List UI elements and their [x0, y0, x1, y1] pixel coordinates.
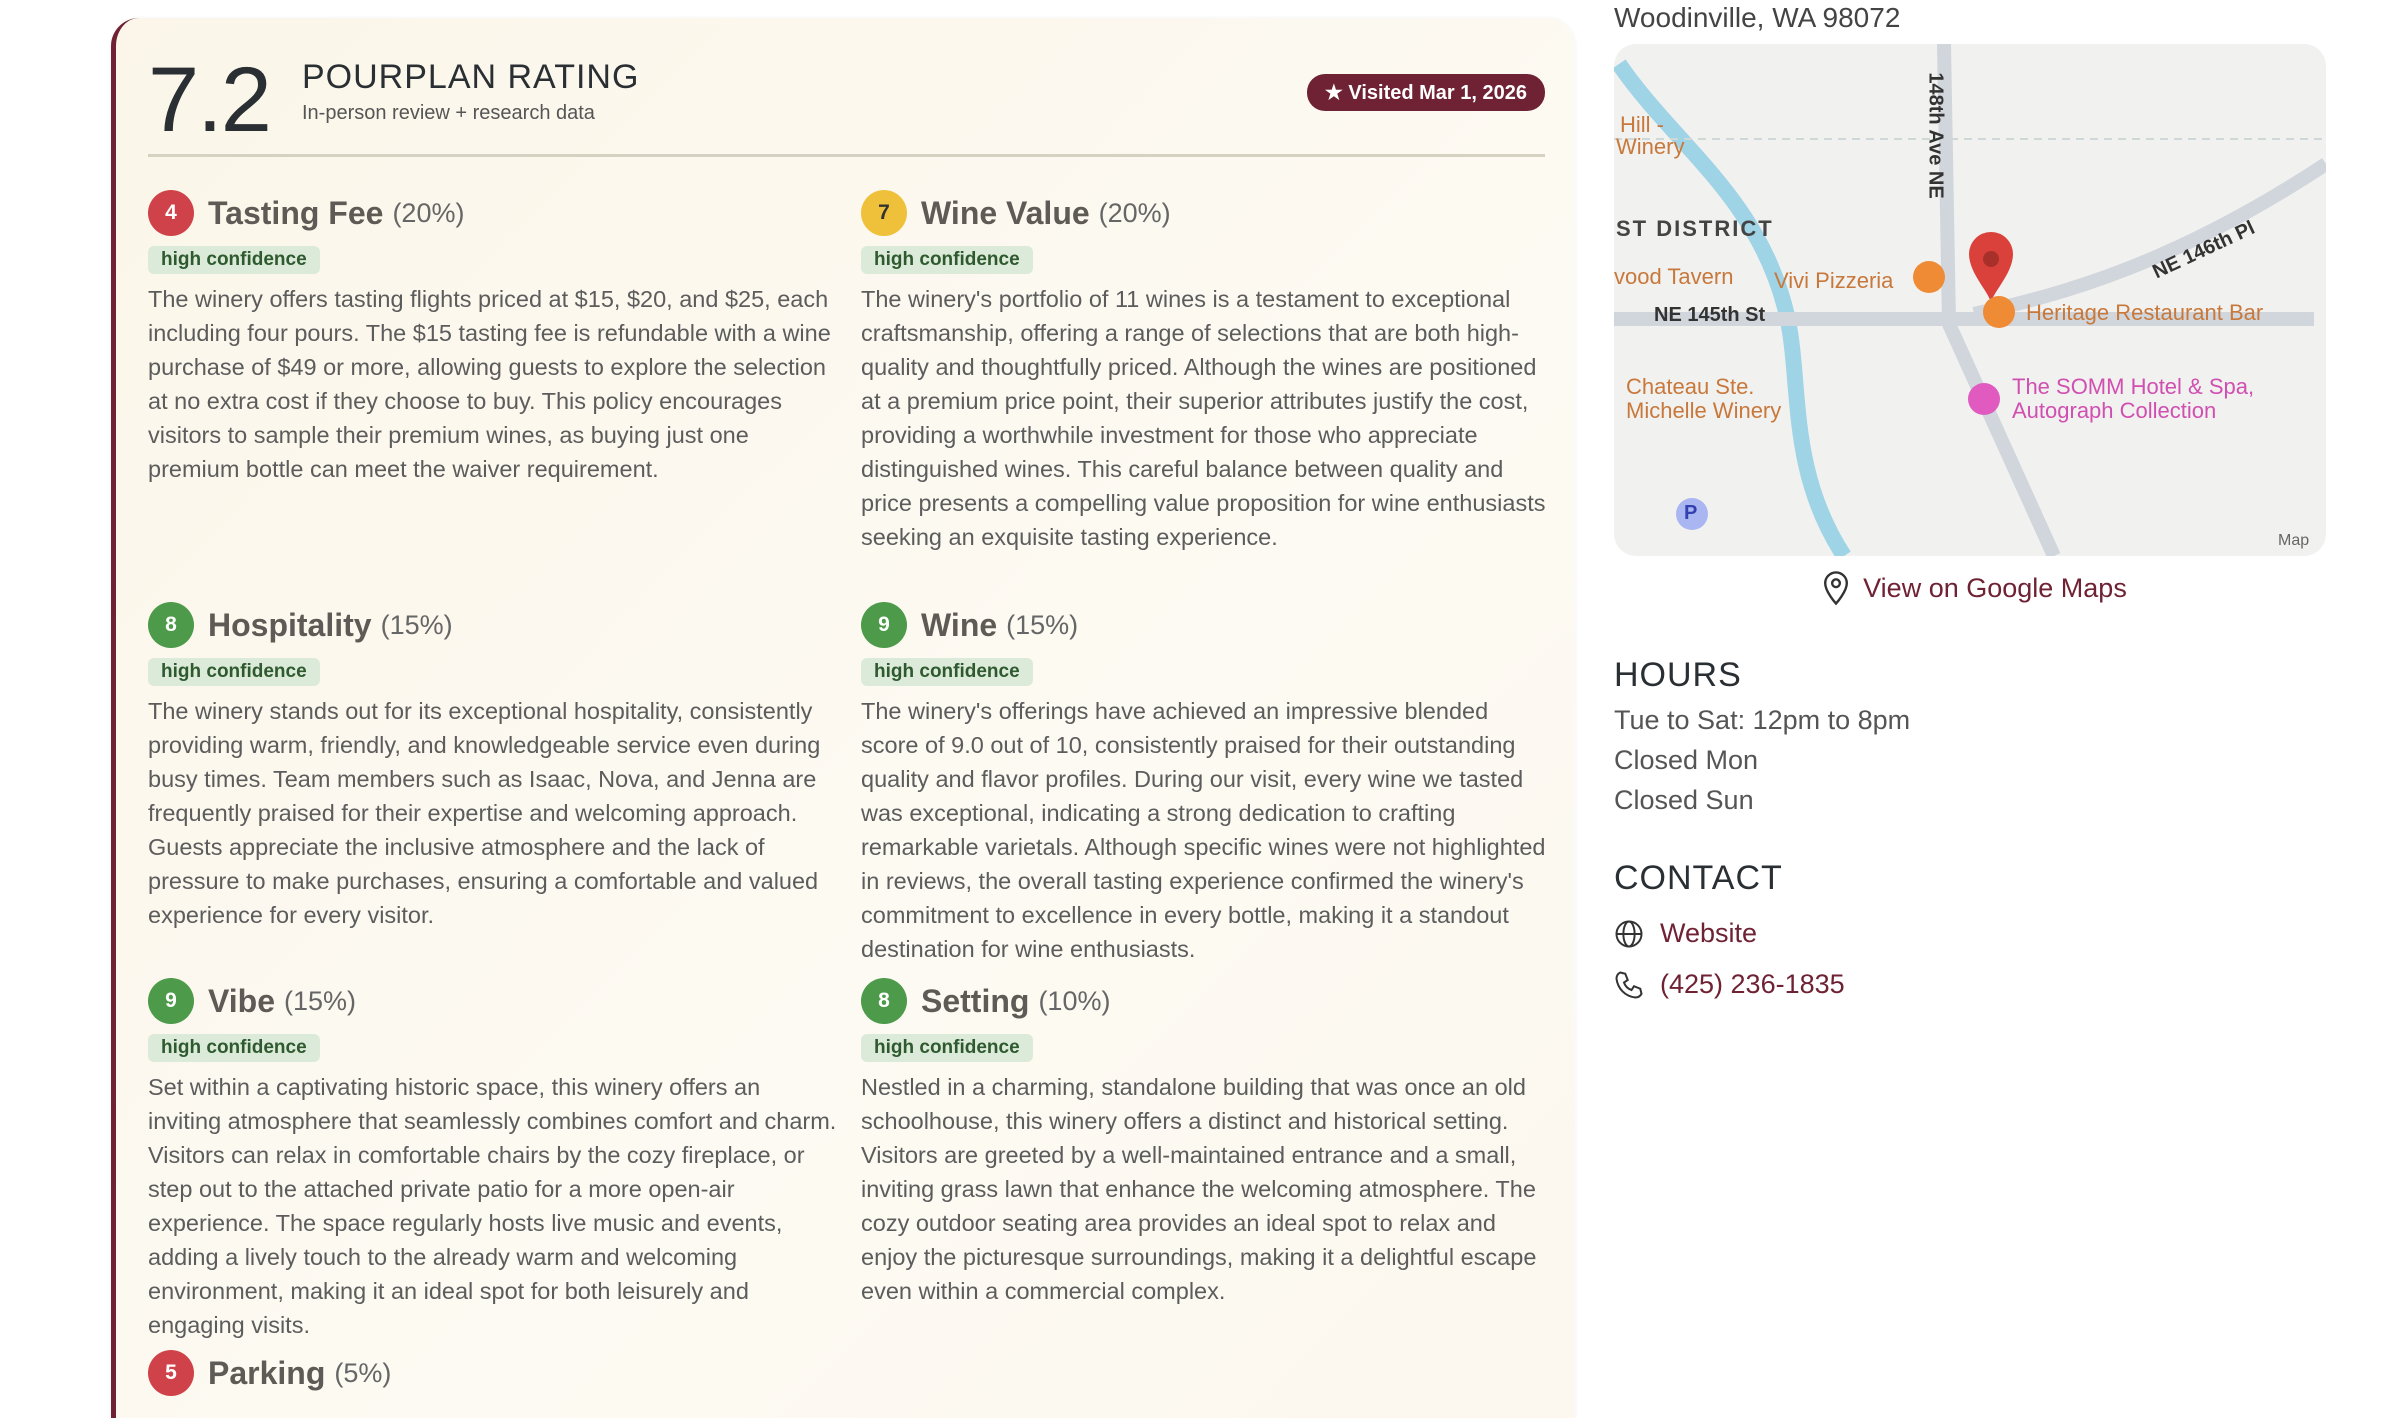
rating-title: POURPLAN RATING: [302, 58, 640, 96]
view-on-google-maps-link[interactable]: View on Google Maps: [1614, 570, 2334, 606]
section-text: The winery stands out for its exceptional hospitality, consistently providing warm, friendly, and knowledgeable service even during busy times. Team members such as Isaac, Nova, and Jenna are frequently praised for their expertise and welcoming approach. Guests appreciate the inclusive atmosphere and the lack of pressure to make purchases, ensuring a comfortable and valued experience for every visitor.: [148, 698, 821, 928]
section-header: [861, 188, 1551, 238]
score-section: [148, 600, 838, 932]
map-pin-icon: [1821, 570, 1851, 606]
website-link[interactable]: Website: [1614, 918, 2334, 949]
section-weight: (20%): [392, 197, 465, 228]
section-header: [861, 976, 1551, 1026]
section-header: [861, 600, 1551, 650]
star-icon: ★: [1324, 82, 1349, 104]
hours-line: Tue to Sat: 12pm to 8pm: [1614, 705, 1911, 735]
section-weight: (15%): [284, 985, 357, 1016]
section-weight: (15%): [380, 609, 453, 640]
score-section: [861, 188, 1551, 554]
section-text: The winery's portfolio of 11 wines is a testament to exceptional craftsmanship, offering a range of selections that are both high-quality and thoughtfully priced. Although the wines are positioned at a premium price point, their superior attributes justify the cost, providing a worthwhile investment for those who appreciate distinguished wines. This careful balance between quality and price presents a compelling value proposition for wine enthusiasts seeking an exquisite tasting experience.: [861, 286, 1546, 550]
parking-icon: P: [1684, 502, 1698, 524]
section-title: Wine: [921, 606, 998, 643]
confidence-badge: high confidence: [148, 658, 320, 686]
phone-icon: [1614, 970, 1644, 1000]
section-text: Set within a captivating historic space, this winery offers an inviting atmosphere that seamlessly combines comfort and charm. Visitors can relax in comfortable chairs by the cozy fireplace, or step out to the attached private patio for a more open-air experience. The space regularly hosts live music and events, adding a lively touch to the already warm and welcoming environment, making it an ideal spot for both leisurely and engaging visits.: [148, 1074, 837, 1338]
section-text: The winery's offerings have achieved an impressive blended score of 9.0 out of 10, consistently praised for their outstanding quality and flavor profiles. During our visit, every wine we tasted was exceptional, indicating a strong dedication to crafting remarkable varietals. Although specific wines were not highlighted in reviews, the overall tasting experience confirmed the winery's commitment to excellence in every bottle, making it a standout destination for wine enthusiasts.: [861, 698, 1546, 962]
section-text: The winery offers tasting flights priced at $15, $20, and $25, each including four pours. The $15 tasting fee is refundable with a wine purchase of $49 or more, allowing guests to explore the selection at no extra cost if they choose to buy. This policy encourages visitors to sample their premium wines, as buying just one premium bottle can meet the waiver requirement.: [148, 286, 831, 482]
confidence-badge: high confidence: [861, 246, 1033, 274]
section-header: [148, 976, 838, 1026]
hours-line: Closed Sun: [1614, 785, 1754, 815]
score-section: [148, 1348, 838, 1398]
confidence-badge: high confidence: [148, 1034, 320, 1062]
section-header: [148, 188, 838, 238]
score-section: [861, 976, 1551, 1308]
score-badge: 5: [148, 1350, 194, 1396]
rating-subtitle: In-person review + research data: [302, 102, 595, 124]
confidence-badge: high confidence: [861, 1034, 1033, 1062]
section-title: Setting: [921, 982, 1030, 1019]
score-badge: 7: [861, 190, 907, 236]
section-title: Hospitality: [208, 606, 372, 643]
section-weight: (5%): [334, 1357, 392, 1388]
score-section: [861, 600, 1551, 966]
visited-badge: ★ Visited Mar 1, 2026: [1307, 74, 1545, 111]
score-section: [148, 188, 838, 486]
section-weight: (10%): [1038, 985, 1111, 1016]
section-text: Nestled in a charming, standalone building that was once an old schoolhouse, this winery offers a distinct and historical setting. Visitors are greeted by a well-maintained entrance and a small, inviting grass lawn that enhance the welcoming atmosphere. The cozy outdoor seating area provides an ideal spot to relax and enjoy the picturesque surroundings, making it a delightful escape even within a commercial complex.: [861, 1074, 1537, 1304]
section-title: Vibe: [208, 982, 275, 1019]
hours-heading: HOURS: [1614, 656, 1742, 694]
overall-score: 7.2: [148, 49, 270, 151]
section-weight: (15%): [1006, 609, 1079, 640]
confidence-badge: high confidence: [861, 658, 1033, 686]
divider: [148, 154, 1545, 157]
score-badge: 8: [861, 978, 907, 1024]
section-weight: (20%): [1098, 197, 1171, 228]
globe-icon: [1614, 919, 1644, 949]
rating-card: [111, 18, 1575, 1418]
section-header: [148, 600, 838, 650]
section-header: [148, 1348, 838, 1398]
phone-link[interactable]: (425) 236-1835: [1614, 969, 2334, 1000]
score-badge: 8: [148, 602, 194, 648]
section-title: Parking: [208, 1354, 326, 1391]
contact-heading: CONTACT: [1614, 859, 1783, 897]
map[interactable]: Hill - Winery ST DISTRICT vood Tavern Vivi Pizzeria NE 145th St 148th Ave NE NE 146th Pl Heritage Restaurant Bar Chateau Ste. Michelle Winery The SOMM Hotel & Spa, Autograph Collection P Map: [1614, 44, 2326, 556]
confidence-badge: high confidence: [148, 246, 320, 274]
sidebar: [1614, 0, 2334, 1000]
address: Woodinville, WA 98072: [1614, 2, 1901, 33]
section-title: Tasting Fee: [208, 194, 384, 231]
section-title: Wine Value: [921, 194, 1090, 231]
score-section: [148, 976, 838, 1342]
score-badge: 9: [148, 978, 194, 1024]
hours-line: Closed Mon: [1614, 745, 1759, 775]
score-badge: 4: [148, 190, 194, 236]
score-badge: 9: [861, 602, 907, 648]
